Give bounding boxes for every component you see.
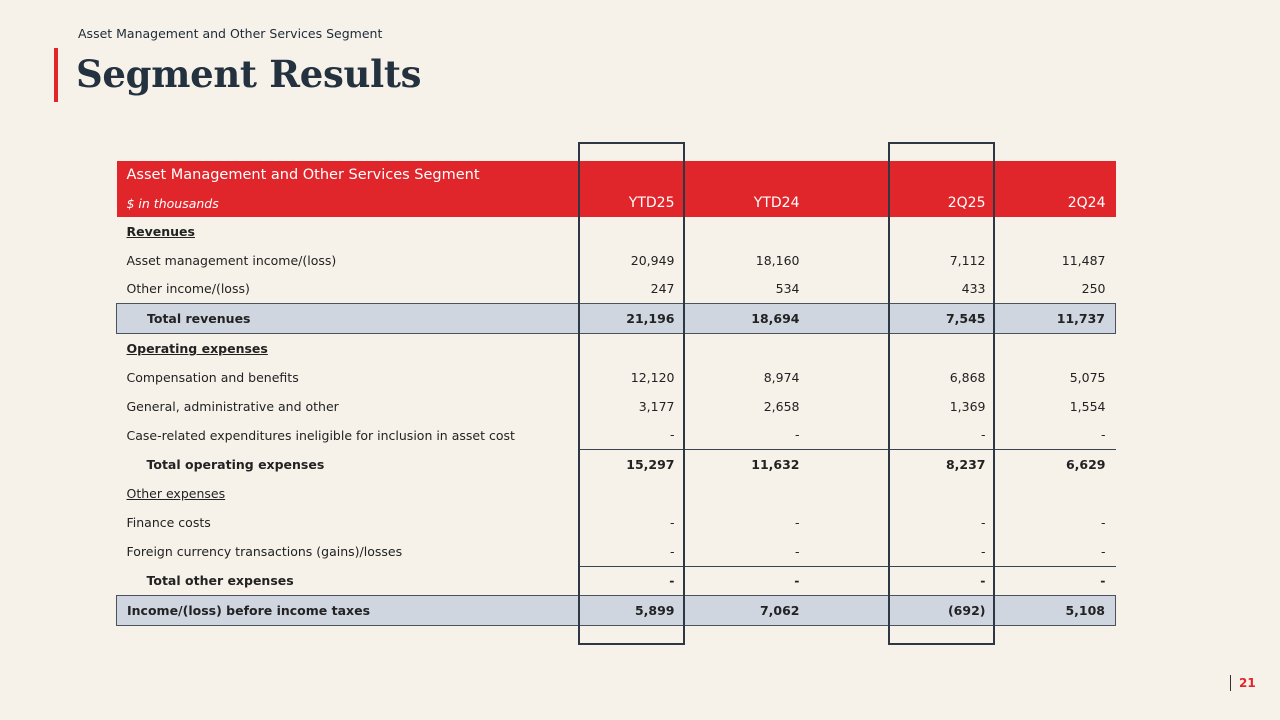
section-heading-operating-expenses: Operating expenses — [126, 341, 268, 357]
table-caption: Asset Management and Other Services Segment — [117, 161, 579, 189]
table-row — [117, 392, 1116, 421]
cell-value: - — [669, 573, 675, 589]
cell-value: - — [685, 537, 810, 566]
cell-value: 18,160 — [755, 252, 800, 268]
title-accent-bar — [54, 48, 58, 102]
cell-value: - — [794, 514, 800, 530]
page-title: Segment Results — [76, 52, 422, 96]
row-label: General, administrative and other — [126, 398, 339, 414]
cell-value: 11,487 — [1061, 252, 1106, 268]
segment-results-table — [116, 161, 1116, 626]
cell-value: 2,658 — [763, 398, 800, 414]
cell-value: - — [996, 537, 1116, 566]
cell-value: 6,868 — [949, 369, 986, 385]
cell-value: 5,899 — [579, 596, 685, 626]
cell-value: - — [669, 514, 675, 530]
cell-value: 20,949 — [630, 252, 675, 268]
cell-value: - — [980, 573, 986, 589]
cell-value: 7,062 — [685, 596, 810, 626]
cell-value: 1,369 — [949, 398, 986, 414]
column-header-row — [117, 189, 1116, 217]
row-label: Total operating expenses — [146, 457, 325, 473]
total-other-expenses-row — [117, 566, 1116, 596]
table-row — [117, 508, 1116, 537]
table-row — [117, 363, 1116, 392]
page-number: 21 — [1239, 676, 1256, 690]
unit-label: $ in thousands — [117, 189, 579, 217]
row-label: Asset management income/(loss) — [126, 252, 337, 268]
cell-value: 7,545 — [900, 304, 996, 334]
column-header-2q25: 2Q25 — [900, 189, 996, 217]
cell-value: 3,177 — [638, 398, 675, 414]
section-heading-other-expenses: Other expenses — [126, 486, 226, 502]
cell-value: 5,108 — [996, 596, 1116, 626]
table-row — [117, 246, 1116, 275]
cell-value: - — [1100, 573, 1106, 589]
cell-value: (692) — [900, 596, 996, 626]
cell-value: 11,632 — [751, 457, 800, 473]
table-row — [117, 275, 1116, 304]
table-row — [117, 217, 1116, 246]
income-before-taxes-row — [117, 596, 1116, 626]
cell-value: 11,737 — [996, 304, 1116, 334]
cell-value: - — [996, 421, 1116, 450]
cell-value: - — [579, 537, 685, 566]
cell-value: - — [980, 514, 986, 530]
cell-value: - — [900, 537, 996, 566]
cell-value: 5,075 — [1069, 369, 1106, 385]
cell-value: - — [685, 421, 810, 450]
cell-value: 534 — [775, 281, 800, 297]
cell-value: 8,237 — [945, 457, 986, 473]
table-row — [117, 479, 1116, 508]
row-label: Income/(loss) before income taxes — [117, 596, 579, 626]
cell-value: - — [900, 421, 996, 450]
row-label: Other income/(loss) — [126, 281, 250, 297]
column-header-ytd25: YTD25 — [579, 189, 685, 217]
cell-value: - — [794, 573, 800, 589]
cell-value: 6,629 — [1065, 457, 1106, 473]
section-heading-revenues: Revenues — [126, 223, 195, 239]
row-label: Foreign currency transactions (gains)/losses — [126, 543, 403, 559]
cell-value: 21,196 — [579, 304, 685, 334]
cell-value: 7,112 — [949, 252, 986, 268]
cell-value: 12,120 — [630, 369, 675, 385]
total-operating-expenses-row — [117, 450, 1116, 479]
page-number-divider — [1230, 675, 1231, 691]
cell-value: 250 — [1081, 281, 1106, 297]
cell-value: 8,974 — [763, 369, 800, 385]
column-header-ytd24: YTD24 — [685, 189, 810, 217]
row-label: Case-related expenditures ineligible for inclusion in asset cost — [126, 427, 515, 443]
total-revenues-row — [117, 304, 1116, 334]
column-header-2q24: 2Q24 — [996, 189, 1116, 217]
row-label: Finance costs — [126, 514, 211, 530]
cell-value: 433 — [961, 281, 986, 297]
table-row — [117, 537, 1116, 566]
cell-value: 247 — [650, 281, 675, 297]
page-subtitle: Asset Management and Other Services Segment — [78, 26, 383, 41]
cell-value: 15,297 — [626, 457, 675, 473]
row-label: Total revenues — [117, 304, 579, 334]
table-row — [117, 421, 1116, 450]
cell-value: 1,554 — [1069, 398, 1106, 414]
row-label: Compensation and benefits — [126, 369, 299, 385]
row-label: Total other expenses — [146, 573, 294, 589]
table-header-row — [117, 161, 1116, 189]
cell-value: - — [579, 421, 685, 450]
cell-value: 18,694 — [685, 304, 810, 334]
table-row — [117, 334, 1116, 363]
cell-value: - — [1100, 514, 1106, 530]
